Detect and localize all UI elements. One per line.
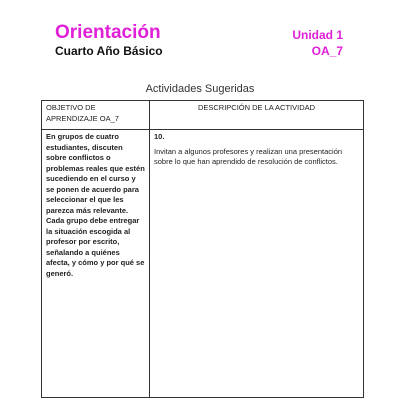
- unit-label: Unidad 1: [292, 28, 343, 42]
- description-cell: [150, 130, 364, 398]
- table-header-row: [42, 101, 364, 130]
- grade-label: Cuarto Año Básico: [55, 44, 163, 58]
- activity-description: Invitan a algunos profesores y realizan una presentación sobre lo que han aprendido de resolución de conflictos.: [154, 146, 343, 166]
- description-column-header: DESCRIPCIÓN DE LA ACTIVIDAD: [150, 101, 364, 130]
- oa-code: OA_7: [311, 44, 343, 58]
- subject-title: Orientación: [55, 22, 161, 43]
- page-header: [0, 0, 400, 70]
- objective-column-header: OBJETIVO DE APRENDIZAJE OA_7: [42, 101, 150, 130]
- objective-cell: [42, 130, 150, 398]
- table-row: [42, 130, 364, 398]
- activity-number: 10.: [154, 132, 165, 141]
- objective-text: En grupos de cuatro estudiantes, discuten sobre conflictos o problemas reales que estén sucediendo en el curso y se ponen de acuerdo para seleccionar el que les parezca más relevante. Cada grupo debe entregar la situación escogida al profesor por escrito, señalando a quiénes afecta, y cómo y por qué se generó.: [46, 132, 145, 278]
- section-title: Actividades Sugeridas: [145, 83, 255, 95]
- activities-table: [41, 100, 364, 398]
